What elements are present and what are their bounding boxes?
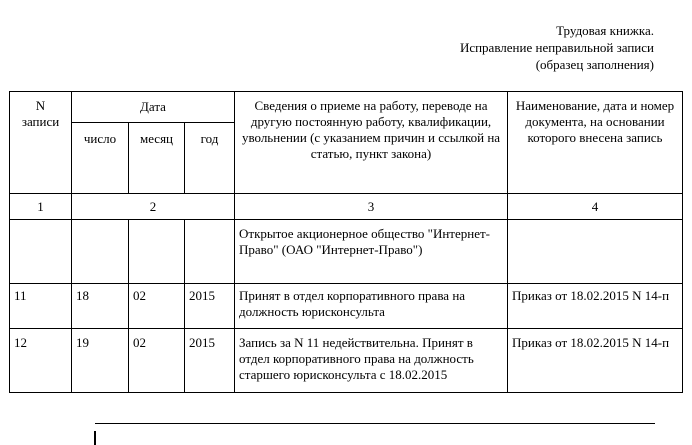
org-row-empty-cell [10,220,72,284]
header-year: год [185,123,235,194]
column-number-row [10,194,683,220]
org-row-empty-cell [185,220,235,284]
header-row-top [10,92,683,123]
record-day: 19 [72,329,129,393]
header-record-number-symbol: N [35,98,46,113]
caption-note: (образец заполнения) [535,57,654,72]
footnote-divider [95,423,655,424]
column-number-1: 1 [10,194,72,220]
organization-row [10,220,683,284]
org-row-empty-cell [508,220,683,284]
caption-subtitle: Исправление неправильной записи [459,40,654,55]
organization-name: Открытое акционерное общество "Интернет-Право" (ОАО "Интернет-Право") [235,220,508,284]
header-document: Наименование, дата и номер документа, на основании которого внесена запись [508,92,683,194]
record-month: 02 [129,329,185,393]
table-row [10,284,683,329]
record-year: 2015 [185,329,235,393]
header-day: число [72,123,129,194]
text-cursor-mark [94,431,96,445]
column-number-4: 4 [508,194,683,220]
record-year: 2015 [185,284,235,329]
org-row-empty-cell [129,220,185,284]
record-day: 18 [72,284,129,329]
record-info: Принят в отдел корпоративного права на должность юрисконсульта [235,284,508,329]
header-employment-info: Сведения о приеме на работу, переводе на другую постоянную работу, квалификации, увольнении (с указанием причин и ссылкой на статью, пункт закона) [235,92,508,194]
record-document: Приказ от 18.02.2015 N 14-п [508,284,683,329]
column-number-2: 2 [72,194,235,220]
record-number: 12 [10,329,72,393]
record-info: Запись за N 11 недействительна. Принят в отдел корпоративного права на должность старшего юрисконсульта с 18.02.2015 [235,329,508,393]
org-row-empty-cell [72,220,129,284]
document-caption [460,22,654,73]
employment-record-table [9,91,683,393]
caption-title: Трудовая книжка. [556,23,654,38]
record-month: 02 [129,284,185,329]
record-document: Приказ от 18.02.2015 N 14-п [508,329,683,393]
record-number: 11 [10,284,72,329]
header-date: Дата [72,92,235,123]
header-record-number [10,92,72,194]
column-number-3: 3 [235,194,508,220]
table-row [10,329,683,393]
header-month: месяц [129,123,185,194]
header-record-number-label: записи [21,114,60,129]
